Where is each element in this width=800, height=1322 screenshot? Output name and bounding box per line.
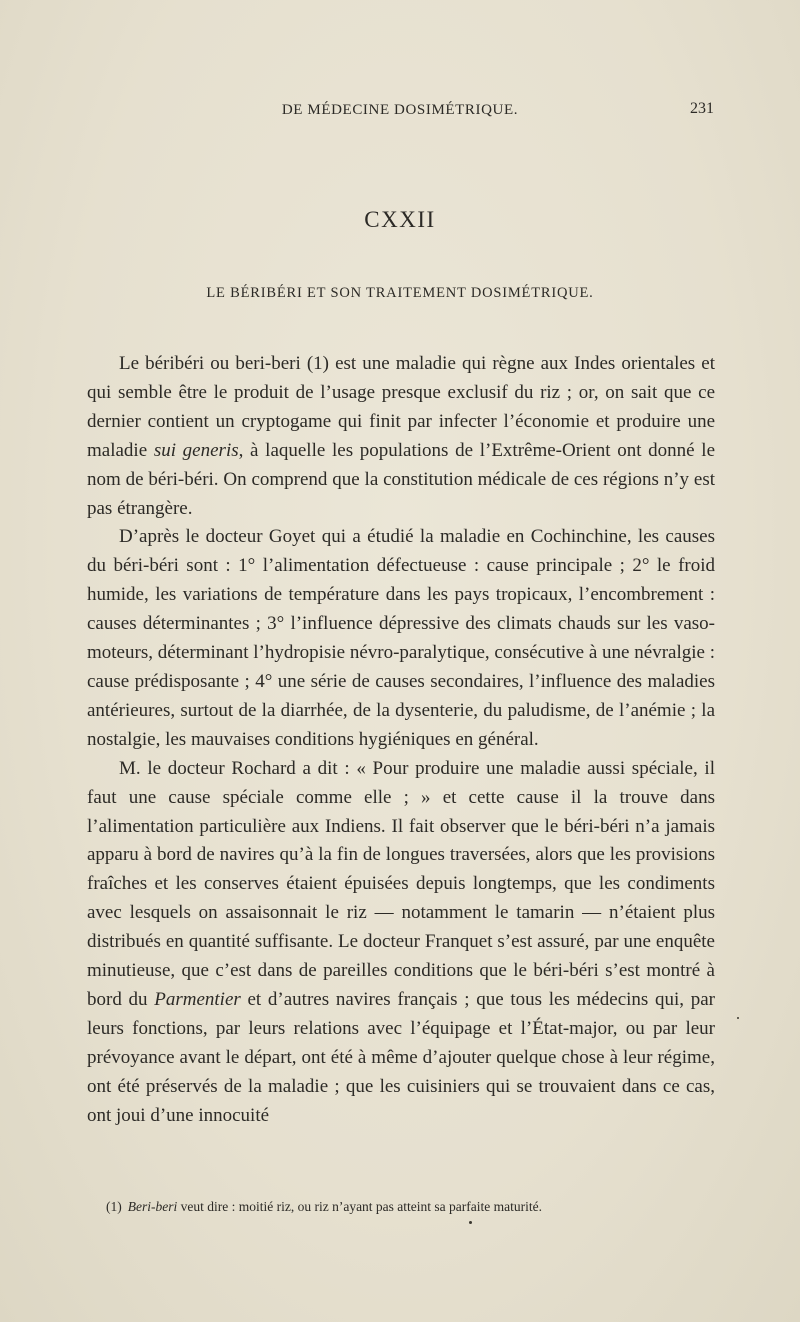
paragraph-1 bbox=[87, 350, 715, 523]
footnote-term: Beri-beri bbox=[127, 1199, 178, 1214]
paragraph-3 bbox=[87, 755, 715, 1131]
chapter-title: LE BÉRIBÉRI ET SON TRAITEMENT DOSIMÉTRIQUE. bbox=[206, 285, 594, 301]
running-title: DE MÉDECINE DOSIMÉTRIQUE. bbox=[281, 102, 519, 118]
footnote bbox=[106, 1198, 726, 1216]
footnote-number: (1) bbox=[106, 1199, 122, 1214]
paragraph-3-part-1: M. le docteur Rochard a dit : « Pour produire une maladie aussi spéciale, il faut une cause spéciale comme elle ; » et cette cause il la trouve dans l’alimentation particulière aux Indiens. Il fait observer que le béri-béri n’a jamais apparu à bord de navires qu’à la fin de longues traversées, alors que les provisions fraîches et les conserves étaient épuisées depuis longtemps, que les condiments avec lesquels on assaisonnait le riz — notamment le tamarin — n’étaient plus distribués en quantité suffisante. Le docteur Franquet s’est assuré, par une enquête minutieuse, que c’est dans de pareilles conditions que le béri-béri s’est montré à bord du bbox=[87, 757, 715, 1010]
paragraph-3-emphasis: Parmentier bbox=[154, 988, 241, 1010]
paragraph-1-part-2: , à laquelle les populations de l’Extrême-Orient ont donné le nom de béri-béri. On comprend que la constitution médicale de ces régions n’y est pas étrangère. bbox=[87, 439, 716, 519]
body-text bbox=[87, 350, 715, 1130]
running-head bbox=[0, 100, 800, 124]
footnote-text: veut dire : moitié riz, ou riz n’ayant pas atteint sa parfaite maturité. bbox=[177, 1199, 542, 1214]
paragraph-3-part-2: et d’autres navires français ; que tous les médecins qui, par leurs fonctions, par leurs relations avec l’équipage et l’État-major, ou par leur prévoyance avant le départ, ont été à même d’ajouter quelque chose à leur régime, ont été préservés de la maladie ; que les cuisiniers qui se trouvaient dans ce cas, ont joui d’une innocuité bbox=[87, 988, 715, 1126]
paragraph-2: D’après le docteur Goyet qui a étudié la maladie en Cochinchine, les causes du béri-béri sont : 1° l’alimentation défectueuse : cause principale ; 2° le froid humide, les variations de température dans les pays tropicaux, l’encombrement : causes déterminantes ; 3° l’influence dépressive des climats chauds sur les vaso-moteurs, déterminant l’hydropisie névro-paralytique, consécutive à une névralgie : cause prédisposante ; 4° une série de causes secondaires, l’influence des maladies antérieures, surtout de la diarrhée, de la dysenterie, du paludisme, de l’anémie ; la nostalgie, les mauvaises conditions hygiéniques en général. bbox=[87, 526, 715, 750]
page-number: 231 bbox=[690, 100, 714, 117]
ink-speck bbox=[469, 1221, 472, 1224]
ink-speck bbox=[737, 1017, 739, 1019]
paragraph-1-emphasis: sui generis bbox=[153, 439, 239, 461]
chapter-number: CXXII bbox=[364, 207, 436, 232]
paragraph-1-part-1: Le béribéri ou beri-beri (1) est une maladie qui règne aux Indes orientales et qui semble être le produit de l’usage presque exclusif du riz ; or, on sait que ce dernier contient un cryptogame qui finit par infecter l’économie et produire une maladie bbox=[87, 353, 715, 461]
